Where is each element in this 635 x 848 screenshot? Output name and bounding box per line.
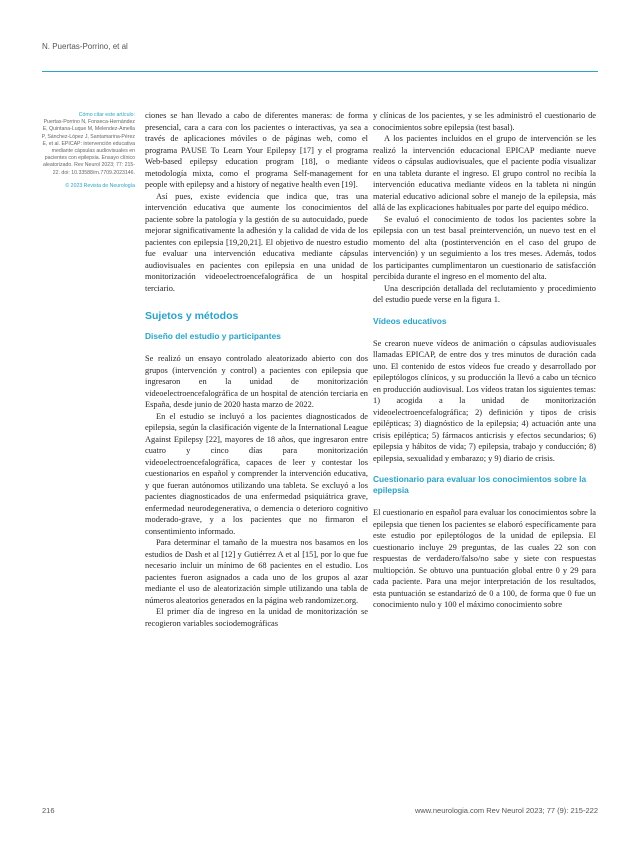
header-rule <box>42 71 598 72</box>
paragraph: El primer día de ingreso en la unidad de monitorización se recogieron variables sociodemográficas <box>145 607 368 628</box>
page-number: 216 <box>42 806 55 815</box>
subsection-title: Vídeos educativos <box>373 315 447 326</box>
paragraph: Una descripción detallada del reclutamiento y procedimiento del estudio puede verse en la figura 1. <box>373 283 596 304</box>
right-column <box>373 110 596 611</box>
running-head: N. Puertas-Porrino, et al <box>42 42 128 51</box>
paragraph: Así pues, existe evidencia que indica que, tras una intervención educativa que aumente los conocimientos del paciente sobre la patología y la gestión de su autocuidado, puede mejorar significativamente la adhesión y la calidad de vida de los pacientes con epilepsia [19,20,21]. El objetivo de nuestro estudio fue evaluar una intervención educativa mediante cápsulas audiovisuales en pacientes con epilepsia en una unidad de monitorización videoelectroencefalográfica de un hospital terciario. <box>145 191 368 293</box>
paragraph: y clínicas de los pacientes, y se les administró el cuestionario de conocimientos sobre epilepsia (test basal). <box>373 111 596 132</box>
copyright: © 2023 Revista de Neurología <box>65 182 135 189</box>
cite-label: Cómo citar este artículo: <box>78 112 135 118</box>
subsection-title: Diseño del estudio y participantes <box>145 331 281 341</box>
paragraph: Se evaluó el conocimiento de todos los pacientes sobre la epilepsia con un test basal preintervención, un nuevo test en el momento del alta (postintervención en el caso del grupo de intervención) y un seguimiento a los tres meses. Además, todos los participantes cumplimentaron un cuestionario de satisfacción percibida durante el ingreso en el momento del alta. <box>373 214 596 281</box>
journal-footer: www.neurologia.com Rev Neurol 2023; 77 (9): 215-222 <box>414 806 598 815</box>
subsection-title: Cuestionario para evaluar los conocimientos sobre la epilepsia <box>373 474 587 495</box>
paragraph: En el estudio se incluyó a los pacientes diagnosticados de epilepsia, según la clasificación vigente de la International League Against Epilepsy [22], mayores de 18 años, que ingresaron entre cuatro y cinco días para monitorización videoelectroencefalográfica, capaces de leer y contestar los cuestionarios en español y comprender la intervención educativa, y que fueran autónomos utilizando una tableta. Se excluyó a los pacientes diagnosticados de una enfermedad psiquiátrica grave, enfermedad neurodegenerativa, o demencia o deterioro cognitivo moderado-grave, y a los pacientes que no firmaron el consentimiento informado. <box>145 411 368 536</box>
paragraph: El cuestionario en español para evaluar los conocimientos sobre la epilepsia que tienen los pacientes se elaboró específicamente para este estudio por epileptólogos de la unidad de epilepsia. El cuestionario incluye 29 preguntas, de las cuales 22 son con respuestas de verdadero/falso/no sabe y siete con respuestas multiopción. Se obtuvo una puntuación global entre 0 y 29 para cada paciente. Para una mejor interpretación de los resultados, esta puntuación se estandarizó de 0 a 100, de forma que 0 fue un conocimiento nulo y 100 el máximo conocimiento sobre <box>373 508 596 609</box>
citation-text: Puertas-Porrino N, Fonseca-Hernández E, Quintana-Luque M, Melendez-Amella P, Sánchez-López J, Santamarina-Pérez E, et al. EPICAP: intervención educativa mediante cápsulas audiovisuales en pacientes con epilepsia. Ensayo clínico aleatorizado. Rev Neurol 2023; 77: 215-22. doi: 10.33588/rn.7709.2023146. <box>41 119 135 176</box>
section-title: Sujetos y métodos <box>145 310 239 322</box>
sidebar-citation <box>40 112 135 190</box>
paragraph: Se realizó un ensayo controlado aleatorizado abierto con dos grupos (intervención y control) a pacientes con epilepsia que ingresaron en la unidad de monitorización videoelectroencefalográfica de un hospital de atención terciaria en España, desde junio de 2020 hasta marzo de 2022. <box>145 354 368 409</box>
paragraph: Se crearon nueve vídeos de animación o cápsulas audiovisuales llamadas EPICAP, de entre dos y tres minutos de duración cada uno. El contenido de estos vídeos fue creado y desarrollado por epileptólogos clínicos, y su producción la llevó a cabo un técnico en producción audiovisual. Los vídeos tratan los siguientes temas: 1) acogida a la unidad de monitorización videoelectroencefalográfica; 2) definición y tipos de crisis epilépticas; 3) diagnóstico de la epilepsia; 4) actuación ante una crisis epiléptica; 5) fármacos anticrisis y efectos secundarios; 6) epilepsia y hábitos de vida; 7) epilepsia, trabajo y conducción; 8) epilepsia, sexualidad y embarazo; y 9) diario de crisis. <box>373 338 596 463</box>
left-column <box>145 110 368 629</box>
paragraph: ciones se han llevado a cabo de diferentes maneras: de forma presencial, cara a cara con los pacientes o interactivas, ya sea a través de aplicaciones móviles o de páginas web, como el programa PAUSE To Learn Your Epilepsy [17] y el programa Web-based epilepsy education program [18], o mediante metodología mixta, como el programa Self-management for people with epilepsy and a history of negative health even [19]. <box>145 111 368 189</box>
paragraph: A los pacientes incluidos en el grupo de intervención se les realizó la intervención educacional EPICAP mediante nueve vídeos o cápsulas audiovisuales, que el paciente podía visualizar en una tableta durante el ingreso. El grupo control no recibía la intervención educativa mediante vídeos en la tableta ni ningún material educativo adicional sobre el manejo de la epilepsia, más allá de las explicaciones habituales por parte del equipo médico. <box>373 134 596 212</box>
paragraph: Para determinar el tamaño de la muestra nos basamos en los estudios de Dash et al [12] y Gutiérrez A et al [15], por lo que fue necesario incluir un mínimo de 68 pacientes en el estudio. Los pacientes fueron asignados a cada uno de los grupos al azar mediante el uso de aleatorización simple utilizando una tabla de números aleatorios generados en la página web randomizer.org. <box>145 538 368 605</box>
